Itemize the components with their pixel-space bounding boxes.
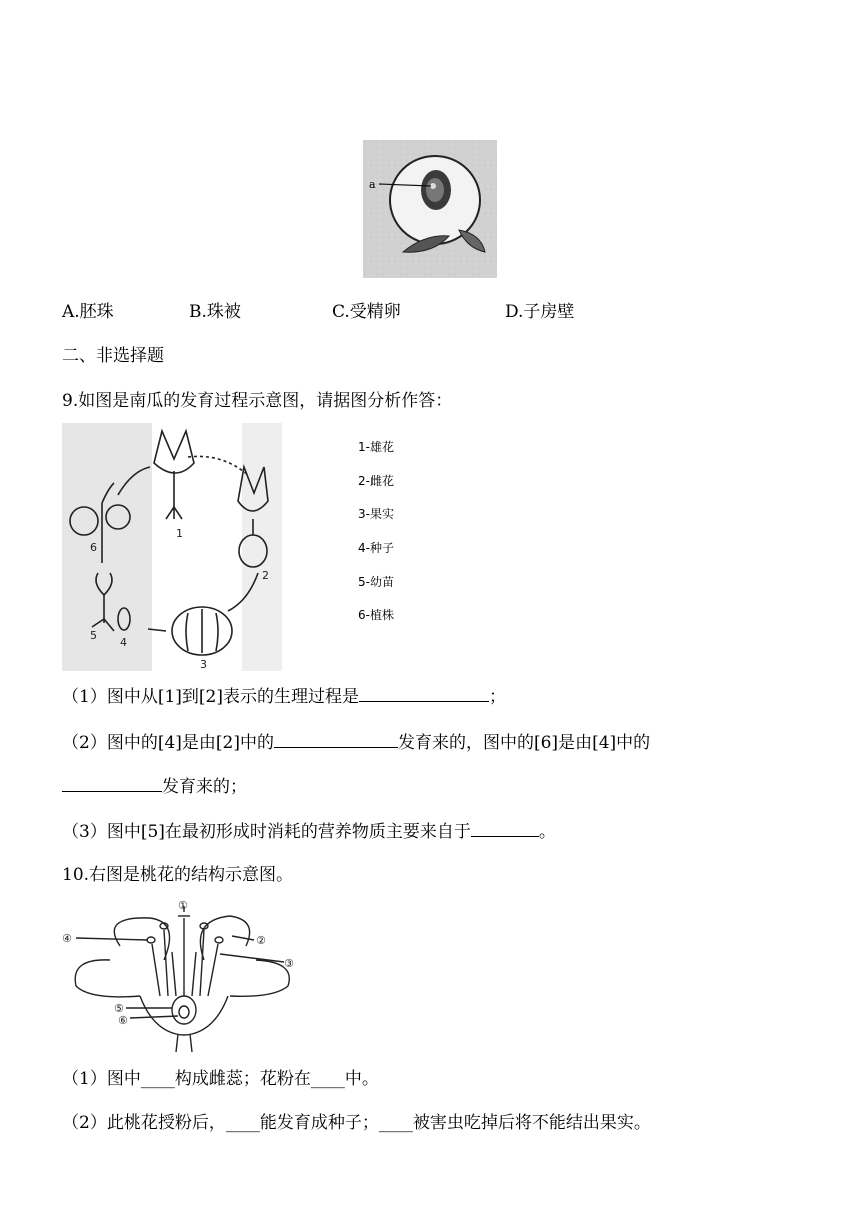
- option-d: D.子房壁: [505, 302, 575, 322]
- answer-blank[interactable]: [471, 818, 539, 837]
- option-b: B.珠被: [189, 302, 241, 322]
- legend-item-5: 5-幼苗: [358, 575, 394, 589]
- q9-stem: 9.如图是南瓜的发育过程示意图，请据图分析作答：: [62, 391, 453, 411]
- figure-label-4: ④: [62, 932, 72, 945]
- label-a: a: [369, 178, 376, 191]
- figure-num-6: 6: [90, 541, 97, 554]
- answer-blank[interactable]: [62, 773, 162, 792]
- legend-item-2: 2-雌花: [358, 474, 394, 488]
- figure-num-5: 5: [90, 629, 97, 642]
- legend-item-4: 4-种子: [358, 541, 394, 555]
- q9-sub3: （3）图中[5]在最初形成时消耗的营养物质主要来自于 。: [62, 818, 556, 844]
- option-c: C.受精卵: [332, 302, 401, 322]
- peach-flower-structure-figure: [60, 900, 300, 1055]
- answer-blank[interactable]: [274, 729, 398, 748]
- q9-sub2: （2）图中的[4]是由[2]中的 发育来的，图中的[6]是由[4]中的: [62, 729, 650, 755]
- q10-sub1: （1）图中____构成雌蕊；花粉在____中。: [62, 1069, 379, 1089]
- legend-item-6: 6-植株: [358, 608, 394, 622]
- q9-sub1: （1）图中从[1]到[2]表示的生理过程是 ；: [62, 683, 506, 709]
- section-title: 二、非选择题: [62, 346, 164, 366]
- figure-label-6: ⑥: [118, 1014, 128, 1027]
- pumpkin-development-figure: [62, 423, 282, 671]
- figure-num-3: 3: [200, 658, 207, 671]
- figure-label-3: ③: [284, 957, 294, 970]
- legend-item-1: 1-雄花: [358, 440, 394, 454]
- q9-sub2-cont: 发育来的；: [62, 773, 247, 799]
- answer-blank[interactable]: [359, 683, 489, 702]
- option-a: A.胚珠: [62, 302, 114, 322]
- figure-num-4: 4: [120, 636, 127, 649]
- peach-fruit-section-figure: [363, 140, 497, 278]
- figure-label-2: ②: [256, 934, 266, 947]
- figure-num-2: 2: [262, 569, 269, 582]
- legend-item-3: 3-果实: [358, 507, 394, 521]
- figure-num-1: 1: [176, 527, 183, 540]
- figure-label-1: ①: [178, 900, 188, 912]
- q10-sub2: （2）此桃花授粉后，____能发育成种子；____被害虫吃掉后将不能结出果实。: [62, 1113, 651, 1133]
- figure-label-5: ⑤: [114, 1002, 124, 1015]
- q10-stem: 10.右图是桃花的结构示意图。: [62, 865, 294, 885]
